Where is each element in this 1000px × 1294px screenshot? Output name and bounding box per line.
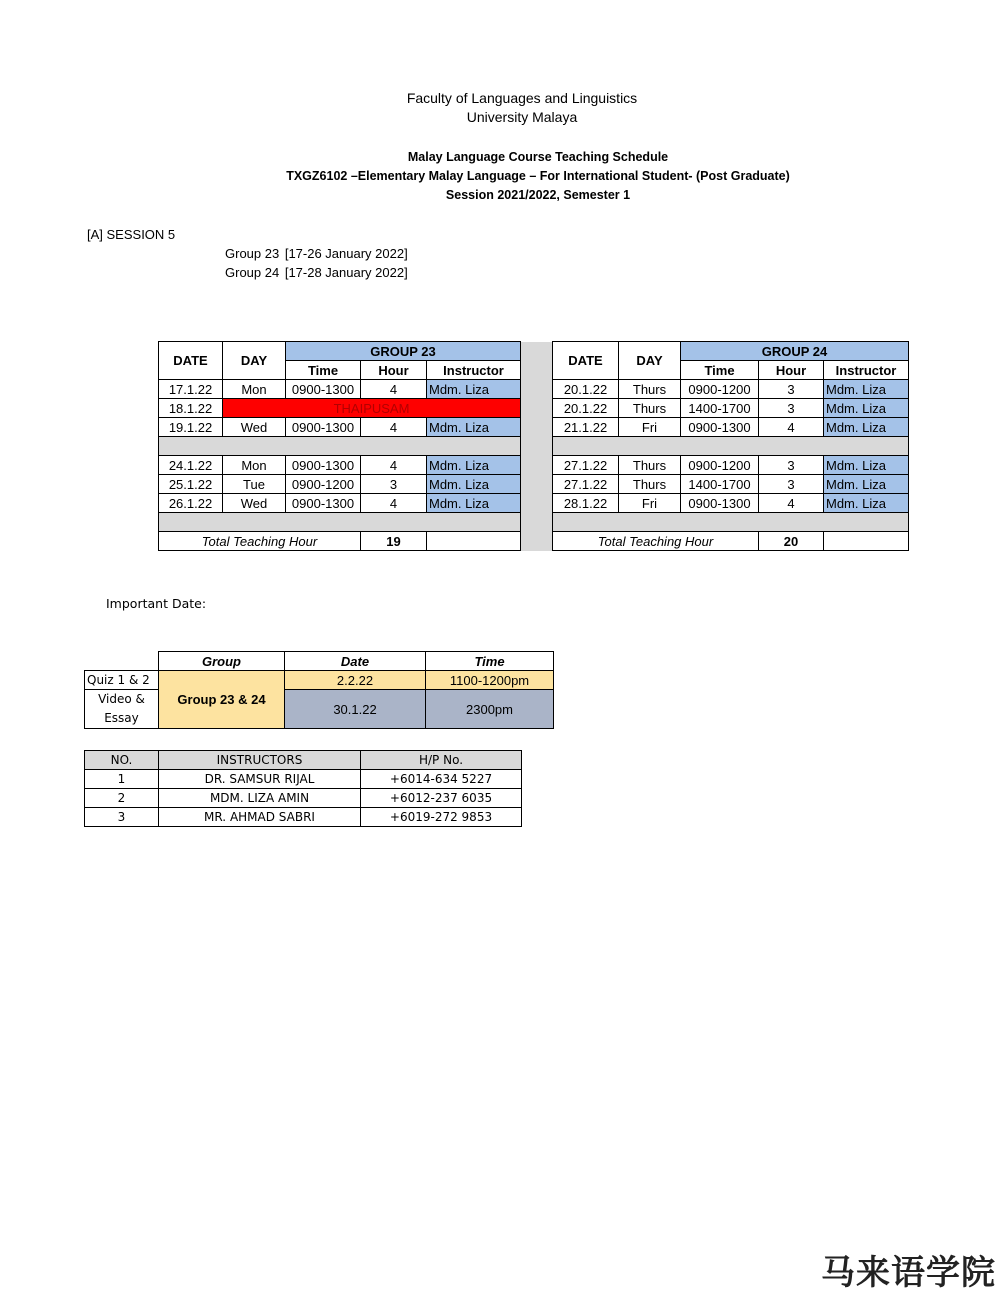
g24-date: 27.1.22	[553, 475, 619, 494]
instructor-phone: +6019-272 9853	[361, 808, 522, 827]
g24-instructor: Mdm. Liza	[824, 399, 909, 418]
no-header: NO.	[85, 751, 159, 770]
watermark-logo: 马来语学院	[821, 1253, 996, 1293]
g23-group-header: GROUP 23	[286, 342, 521, 361]
instructor-name: DR. SAMSUR RIJAL	[159, 770, 361, 789]
g24-date: 20.1.22	[553, 380, 619, 399]
g23-day: Mon	[223, 456, 286, 475]
g24-instructor-header: Instructor	[824, 361, 909, 380]
g24-date: 27.1.22	[553, 456, 619, 475]
g23-hour-header: Hour	[361, 361, 427, 380]
g24-spacer	[553, 513, 909, 532]
g24-day: Thurs	[619, 475, 681, 494]
g24-time: 1400-1700	[681, 399, 759, 418]
g24-day-header: DAY	[619, 342, 681, 380]
instructor-no: 2	[85, 789, 159, 808]
g23-day: Wed	[223, 418, 286, 437]
g23-time: 0900-1300	[286, 380, 361, 399]
g24-hour: 4	[759, 494, 824, 513]
course-title: TXGZ6102 –Elementary Malay Language – For International Student- (Post Graduate)	[286, 169, 790, 183]
g24-hour: 3	[759, 475, 824, 494]
holiday-cell: THAIPUSAM	[223, 399, 521, 418]
video-time: 2300pm	[426, 690, 554, 729]
faculty-name: Faculty of Languages and Linguistics	[406, 90, 638, 106]
g24-day: Fri	[619, 494, 681, 513]
group-24-name: Group 24	[225, 265, 280, 280]
video-date: 30.1.22	[285, 690, 426, 729]
table-row	[85, 789, 522, 808]
table-row	[85, 690, 554, 729]
g23-instructor: Mdm. Liza	[427, 380, 521, 399]
g23-time-header: Time	[286, 361, 361, 380]
group-23-dates: [17-26 January 2022]	[284, 246, 408, 261]
g23-total-label: Total Teaching Hour	[159, 532, 361, 551]
g24-day: Thurs	[619, 399, 681, 418]
g24-date-header: DATE	[553, 342, 619, 380]
g23-time: 0900-1300	[286, 418, 361, 437]
group-value: Group 23 & 24	[159, 671, 285, 729]
g23-hour: 4	[361, 418, 427, 437]
time-col-header: Time	[426, 652, 554, 671]
g23-instructor: Mdm. Liza	[427, 418, 521, 437]
g24-date: 21.1.22	[553, 418, 619, 437]
essay-label: Essay	[104, 711, 139, 725]
g24-spacer	[553, 437, 909, 456]
g23-hour: 4	[361, 456, 427, 475]
g24-time: 0900-1300	[681, 494, 759, 513]
g23-spacer	[159, 513, 521, 532]
quiz-time: 1100-1200pm	[426, 671, 554, 690]
session-label: [A] SESSION 5	[87, 227, 176, 242]
g24-time: 0900-1200	[681, 380, 759, 399]
instructor-no: 1	[85, 770, 159, 789]
g24-group-header: GROUP 24	[681, 342, 909, 361]
g23-total-value: 19	[361, 532, 427, 551]
group-24-info	[225, 265, 408, 280]
g23-day-header: DAY	[223, 342, 286, 380]
g23-instructor: Mdm. Liza	[427, 494, 521, 513]
g24-day: Fri	[619, 418, 681, 437]
date-col-header: Date	[285, 652, 426, 671]
g24-total-empty	[824, 532, 909, 551]
g24-time-header: Time	[681, 361, 759, 380]
g24-time: 0900-1200	[681, 456, 759, 475]
table-row	[85, 671, 554, 690]
g23-date: 25.1.22	[159, 475, 223, 494]
g24-day: Thurs	[619, 456, 681, 475]
g23-date: 17.1.22	[159, 380, 223, 399]
instructors-table	[84, 750, 522, 827]
g24-instructor: Mdm. Liza	[824, 380, 909, 399]
g24-time: 0900-1300	[681, 418, 759, 437]
group-24-dates: [17-28 January 2022]	[284, 265, 408, 280]
g23-day: Wed	[223, 494, 286, 513]
instructor-no: 3	[85, 808, 159, 827]
g23-hour: 4	[361, 494, 427, 513]
schedule-table	[158, 341, 909, 551]
university-name: University Malaya	[466, 109, 578, 125]
group-col-header: Group	[159, 652, 285, 671]
important-dates-table	[84, 651, 554, 729]
phone-header: H/P No.	[361, 751, 522, 770]
table-row	[85, 808, 522, 827]
g24-total-value: 20	[759, 532, 824, 551]
group-23-info	[225, 246, 408, 261]
g23-time: 0900-1200	[286, 475, 361, 494]
g23-date: 26.1.22	[159, 494, 223, 513]
important-date-label: Important Date:	[106, 596, 207, 611]
quiz-label: Quiz 1 & 2	[85, 671, 159, 690]
g23-instructor: Mdm. Liza	[427, 475, 521, 494]
g23-hour: 3	[361, 475, 427, 494]
g23-day: Tue	[223, 475, 286, 494]
g24-instructor: Mdm. Liza	[824, 475, 909, 494]
g24-date: 20.1.22	[553, 399, 619, 418]
g23-time: 0900-1300	[286, 494, 361, 513]
session-title: Session 2021/2022, Semester 1	[445, 188, 631, 202]
g24-instructor: Mdm. Liza	[824, 456, 909, 475]
g24-total-label: Total Teaching Hour	[553, 532, 759, 551]
instructor-phone: +6014-634 5227	[361, 770, 522, 789]
g23-spacer	[159, 437, 521, 456]
instructor-header: INSTRUCTORS	[159, 751, 361, 770]
g23-day: Mon	[223, 380, 286, 399]
schedule-title: Malay Language Course Teaching Schedule	[407, 150, 669, 164]
table-separator	[521, 342, 553, 551]
g24-hour: 3	[759, 380, 824, 399]
video-label: Video &	[98, 692, 145, 706]
g24-hour: 3	[759, 399, 824, 418]
g24-instructor: Mdm. Liza	[824, 494, 909, 513]
g23-hour: 4	[361, 380, 427, 399]
g23-time: 0900-1300	[286, 456, 361, 475]
g23-date-header: DATE	[159, 342, 223, 380]
g23-date: 18.1.22	[159, 399, 223, 418]
g23-instructor: Mdm. Liza	[427, 456, 521, 475]
g23-total-empty	[427, 532, 521, 551]
quiz-date: 2.2.22	[285, 671, 426, 690]
group-23-name: Group 23	[225, 246, 280, 261]
g24-time: 1400-1700	[681, 475, 759, 494]
g23-date: 19.1.22	[159, 418, 223, 437]
g24-date: 28.1.22	[553, 494, 619, 513]
g24-hour: 3	[759, 456, 824, 475]
instructor-name: MR. AHMAD SABRI	[159, 808, 361, 827]
g24-hour: 4	[759, 418, 824, 437]
g24-hour-header: Hour	[759, 361, 824, 380]
video-essay-label	[85, 690, 159, 729]
instructor-phone: +6012-237 6035	[361, 789, 522, 808]
g23-date: 24.1.22	[159, 456, 223, 475]
g24-instructor: Mdm. Liza	[824, 418, 909, 437]
blank-corner	[85, 652, 159, 671]
table-row	[85, 770, 522, 789]
g24-day: Thurs	[619, 380, 681, 399]
g23-instructor-header: Instructor	[427, 361, 521, 380]
instructor-name: MDM. LIZA AMIN	[159, 789, 361, 808]
